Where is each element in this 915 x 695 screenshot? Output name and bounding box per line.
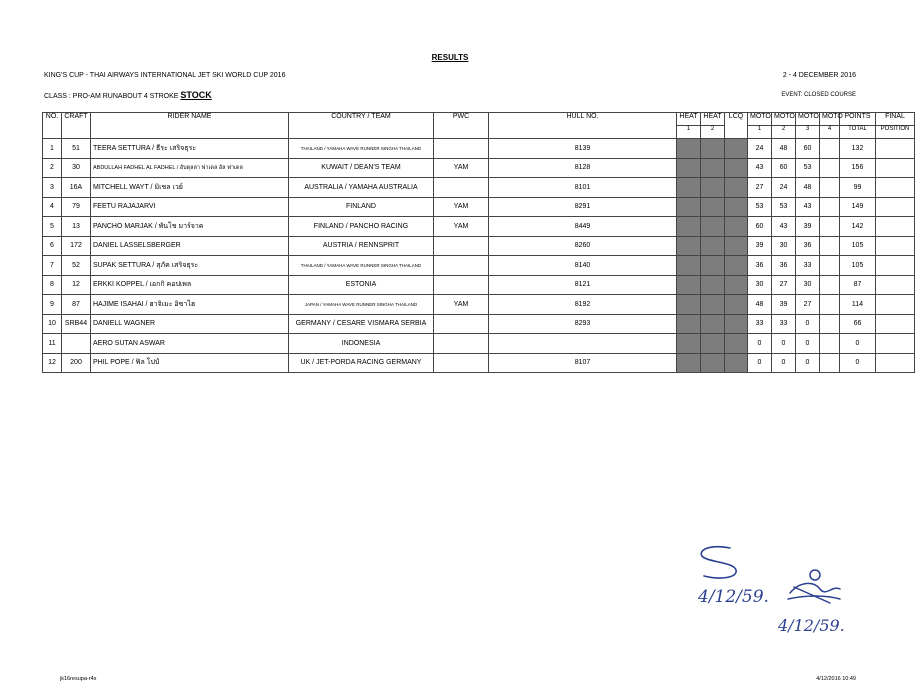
cell-heat1 [677,197,701,217]
cell-final [876,197,915,217]
cell-rider: DANIELL WAGNER [91,314,289,334]
cell-no: 6 [43,236,62,256]
cell-moto2: 0 [772,353,796,373]
cell-final [876,139,915,159]
cell-moto1: 33 [748,314,772,334]
cell-craft: 16A [62,178,91,198]
cell-country: UK / JET-PORDA RACING GERMANY [289,353,434,373]
table-row [43,295,915,315]
cell-points: 114 [840,295,876,315]
table-row [43,178,915,198]
cell-moto1: 48 [748,295,772,315]
cell-pwc [434,178,489,198]
cell-moto2: 48 [772,139,796,159]
cell-final [876,256,915,276]
cell-points: 132 [840,139,876,159]
cell-moto2: 53 [772,197,796,217]
col-moto4: MOTO [820,113,840,126]
cell-moto1: 60 [748,217,772,237]
cell-no: 10 [43,314,62,334]
cell-heat1 [677,314,701,334]
cell-rider: AERO SUTAN ASWAR [91,334,289,354]
cell-moto1: 43 [748,158,772,178]
cell-rider: ABDULLAH FADHEL AL FADHEL / อับดุลลา ฟาเดล อัล ฟาเดล [91,158,289,178]
cell-moto3: 0 [796,353,820,373]
col-moto3: MOTO [796,113,820,126]
signature-1 [690,540,780,615]
cell-no: 11 [43,334,62,354]
cell-rider: PANCHO MARJAK / พันโช มาร์จาค [91,217,289,237]
cell-points: 156 [840,158,876,178]
table-row [43,197,915,217]
footer-timestamp: 4/12/2016 10:49 [816,676,856,682]
cell-heat1 [677,275,701,295]
cell-hull: 8449 [489,217,677,237]
cell-moto1: 24 [748,139,772,159]
col-points: POINTS [840,113,876,126]
cell-pwc: YAM [434,158,489,178]
cell-country: KUWAIT / DEAN'S TEAM [289,158,434,178]
cell-points: 142 [840,217,876,237]
class-highlight: STOCK [180,90,212,100]
cell-hull: 8128 [489,158,677,178]
cell-heat2 [701,353,725,373]
cell-heat1 [677,158,701,178]
table-row [43,275,915,295]
cell-heat1 [677,256,701,276]
cell-moto1: 36 [748,256,772,276]
cell-lcq [725,158,748,178]
cell-moto3: 0 [796,314,820,334]
cell-lcq [725,295,748,315]
cell-pwc [434,275,489,295]
cell-final [876,295,915,315]
cell-points: 0 [840,353,876,373]
cell-pwc [434,256,489,276]
cell-moto4 [820,178,840,198]
cell-moto3: 0 [796,334,820,354]
cell-lcq [725,178,748,198]
cell-moto4 [820,275,840,295]
cell-heat1 [677,295,701,315]
col-rider: RIDER NAME [91,113,289,139]
cell-moto2: 0 [772,334,796,354]
cell-craft: 12 [62,275,91,295]
cell-country: AUSTRALIA / YAMAHA AUSTRALIA [289,178,434,198]
cell-points: 0 [840,334,876,354]
cell-moto2: 60 [772,158,796,178]
cell-moto4 [820,197,840,217]
cell-hull: 8107 [489,353,677,373]
table-row [43,256,915,276]
cell-heat2 [701,197,725,217]
cell-heat2 [701,178,725,198]
cell-country: INDONESIA [289,334,434,354]
cell-heat1 [677,353,701,373]
cell-moto1: 27 [748,178,772,198]
cell-no: 4 [43,197,62,217]
cell-moto3: 39 [796,217,820,237]
cell-lcq [725,275,748,295]
cell-points: 105 [840,236,876,256]
cell-final [876,236,915,256]
cell-moto1: 0 [748,334,772,354]
cell-moto3: 36 [796,236,820,256]
cell-country: FINLAND [289,197,434,217]
cell-rider: SUPAK SETTURA / สุภัค เสริจธุระ [91,256,289,276]
cell-pwc: YAM [434,217,489,237]
cell-craft: 30 [62,158,91,178]
cell-rider: PHIL POPE / ฟิล โปป์ [91,353,289,373]
cell-points: 105 [840,256,876,276]
cell-heat1 [677,236,701,256]
sub-moto2: 2 [772,126,796,139]
cell-final [876,275,915,295]
cell-moto4 [820,217,840,237]
col-craft: CRAFT [62,113,91,139]
cell-pwc [434,139,489,159]
cell-final [876,178,915,198]
cell-lcq [725,197,748,217]
cell-points: 149 [840,197,876,217]
col-moto1: MOTO [748,113,772,126]
col-no: NO. [43,113,62,139]
cell-no: 9 [43,295,62,315]
cell-heat2 [701,139,725,159]
cell-moto4 [820,314,840,334]
cell-moto2: 36 [772,256,796,276]
cell-craft: 13 [62,217,91,237]
cell-pwc [434,314,489,334]
cell-final [876,353,915,373]
cell-final [876,334,915,354]
cell-country: THAILAND / YAMAHA WAVE RUNNER SINGHA THAILAND [289,139,434,159]
cell-rider: MITCHELL WAYT / มิเชล เวย์ [91,178,289,198]
col-final: FINAL [876,113,915,126]
cell-moto4 [820,334,840,354]
cell-rider: ERKKI KOPPEL / เอกกิ คอปเพล [91,275,289,295]
cell-no: 12 [43,353,62,373]
cell-craft: 79 [62,197,91,217]
cell-pwc [434,353,489,373]
cell-heat2 [701,158,725,178]
cell-final [876,217,915,237]
cell-country: THAILAND / YAMAHA WAVE RUNNER SINGHA THAILAND [289,256,434,276]
cell-moto4 [820,158,840,178]
cell-lcq [725,353,748,373]
signature-date-1: 4/12/59. [698,587,769,607]
cell-no: 2 [43,158,62,178]
event-dates: 2 - 4 DECEMBER 2016 [782,72,856,79]
cell-moto3: 43 [796,197,820,217]
cell-heat2 [701,236,725,256]
cell-craft: 52 [62,256,91,276]
col-heat1: HEAT [677,113,701,126]
header-row [43,113,915,126]
cell-craft: 87 [62,295,91,315]
cell-moto1: 30 [748,275,772,295]
class-line [44,90,212,100]
cell-moto4 [820,256,840,276]
cell-final [876,314,915,334]
cell-no: 7 [43,256,62,276]
table-row [43,314,915,334]
cell-country: FINLAND / PANCHO RACING [289,217,434,237]
cell-heat1 [677,217,701,237]
cell-craft: 200 [62,353,91,373]
cell-hull: 8140 [489,256,677,276]
cell-heat1 [677,178,701,198]
cell-moto4 [820,353,840,373]
cell-heat2 [701,217,725,237]
cell-heat2 [701,275,725,295]
sub-heat1: 1 [677,126,701,139]
cell-heat1 [677,139,701,159]
cell-hull: 8139 [489,139,677,159]
table-row [43,334,915,354]
cell-moto3: 53 [796,158,820,178]
cell-moto1: 0 [748,353,772,373]
cell-lcq [725,139,748,159]
col-lcq: LCQ [725,113,748,139]
cell-moto3: 27 [796,295,820,315]
cell-rider: HAJIME ISAHAI / ฮาจิเมะ อิซาไฮ [91,295,289,315]
cell-heat2 [701,256,725,276]
sub-points: TOTAL [840,126,876,139]
cell-moto4 [820,236,840,256]
cell-no: 5 [43,217,62,237]
cell-heat2 [701,314,725,334]
cell-pwc: YAM [434,197,489,217]
event-name: KING'S CUP - THAI AIRWAYS INTERNATIONAL JET SKI WORLD CUP 2016 [44,72,286,79]
class-prefix: CLASS : PRO-AM RUNABOUT 4 STROKE [44,93,181,100]
col-hull: HULL NO. [489,113,677,139]
cell-moto3: 33 [796,256,820,276]
col-heat2: HEAT [701,113,725,126]
cell-craft: 172 [62,236,91,256]
cell-country: JAPAN / YAMAHA WAVE RUNNER SINGHA THAILAND [289,295,434,315]
cell-rider: FEETU RAJAJARVI [91,197,289,217]
cell-points: 87 [840,275,876,295]
cell-moto2: 43 [772,217,796,237]
cell-moto1: 53 [748,197,772,217]
cell-hull: 8192 [489,295,677,315]
table-row [43,236,915,256]
cell-moto1: 39 [748,236,772,256]
cell-pwc [434,236,489,256]
col-moto2: MOTO [772,113,796,126]
cell-moto2: 24 [772,178,796,198]
cell-points: 99 [840,178,876,198]
table-row [43,217,915,237]
cell-lcq [725,334,748,354]
cell-no: 1 [43,139,62,159]
cell-moto3: 60 [796,139,820,159]
cell-craft: SRB44 [62,314,91,334]
cell-craft [62,334,91,354]
col-pwc: PWC [434,113,489,139]
cell-points: 66 [840,314,876,334]
cell-moto2: 27 [772,275,796,295]
cell-lcq [725,314,748,334]
col-country: COUNTRY / TEAM [289,113,434,139]
cell-hull: 8293 [489,314,677,334]
cell-no: 8 [43,275,62,295]
sub-moto4: 4 [820,126,840,139]
cell-lcq [725,217,748,237]
cell-hull: 8260 [489,236,677,256]
cell-no: 3 [43,178,62,198]
cell-country: GERMANY / CESARE VISMARA SERBIA [289,314,434,334]
signature-2 [770,565,865,640]
cell-hull: 8121 [489,275,677,295]
cell-lcq [725,256,748,276]
cell-lcq [725,236,748,256]
table-row [43,353,915,373]
cell-hull: 8291 [489,197,677,217]
cell-moto4 [820,295,840,315]
cell-moto2: 33 [772,314,796,334]
cell-rider: DANIEL LASSELSBERGER [91,236,289,256]
cell-heat1 [677,334,701,354]
cell-moto4 [820,139,840,159]
sub-heat2: 2 [701,126,725,139]
cell-hull [489,334,677,354]
sub-moto3: 3 [796,126,820,139]
cell-moto3: 30 [796,275,820,295]
sub-moto1: 1 [748,126,772,139]
cell-moto3: 48 [796,178,820,198]
footer-file-code: jk16resupa-r4s [60,676,97,682]
cell-final [876,158,915,178]
cell-country: ESTONIA [289,275,434,295]
sub-final: POSITION [876,126,915,139]
results-table [42,112,915,373]
cell-pwc [434,334,489,354]
cell-country: AUSTRIA / RENNSPRIT [289,236,434,256]
cell-craft: 51 [62,139,91,159]
table-row [43,158,915,178]
cell-moto2: 39 [772,295,796,315]
cell-heat2 [701,334,725,354]
signature-date-2: 4/12/59. [778,616,845,635]
cell-heat2 [701,295,725,315]
results-title: RESULTS [431,53,469,62]
cell-rider: TEERA SETTURA / ธีระ เสริจธุระ [91,139,289,159]
cell-moto2: 30 [772,236,796,256]
event-type: EVENT: CLOSED COURSE [781,92,856,98]
table-row [43,139,915,159]
cell-hull: 8101 [489,178,677,198]
cell-pwc: YAM [434,295,489,315]
